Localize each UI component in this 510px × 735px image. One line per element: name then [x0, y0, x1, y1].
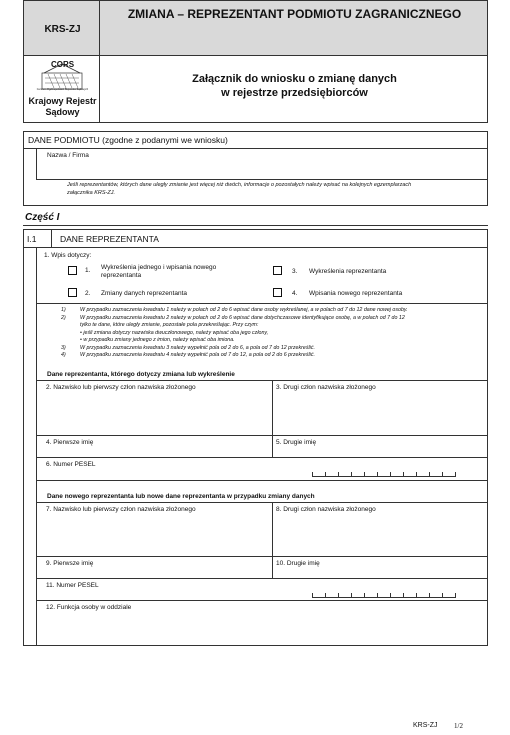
option3-num: 3. [292, 268, 298, 275]
option2-label: Zmiany danych reprezentanta [101, 290, 187, 297]
field-10-second-name[interactable] [272, 556, 487, 578]
footer-form-code: KRS-ZJ [413, 722, 438, 729]
divider [36, 480, 487, 481]
divider [36, 303, 487, 304]
footnote-text: W przypadku zaznaczenia kwadratu 1 należy w polach od 2 do 6 wpisać dane osoby wykreślanej, a w polach od 7 do 12 dane nowej osoby. [80, 307, 408, 313]
footnote-text: tylko te dane, które uległy zmianie, pozostałe pola przekreślając. Przy czym: [80, 322, 259, 328]
option3-label: Wykreślenia reprezentanta [309, 268, 387, 275]
subtitle-line2: w rejestrze przedsiębiorców [221, 87, 368, 99]
field-2-label: 2. Nazwisko lub pierwszy człon nazwiska złożonego [46, 384, 196, 391]
divider [24, 247, 487, 248]
entry-label: 1. Wpis dotyczy: [44, 252, 92, 259]
footnote-num: 3) [61, 344, 66, 351]
field-2-surname[interactable] [36, 380, 272, 435]
field-7-label: 7. Nazwisko lub pierwszy człon nazwiska złożonego [46, 506, 196, 513]
footnote-text: • w przypadku zmiany jednego z imion, należy wpisać oba imiona. [80, 337, 235, 343]
subtitle-box [99, 55, 488, 123]
field-11-label: 11. Numer PESEL [46, 582, 99, 589]
logo-text: CORS [50, 60, 75, 69]
part-underline [23, 225, 488, 226]
field-12-function[interactable] [36, 600, 487, 645]
field-6-pesel[interactable] [36, 457, 487, 480]
option2-checkbox[interactable] [68, 288, 77, 297]
name-field-box[interactable] [36, 148, 487, 179]
option1-checkbox[interactable] [68, 266, 77, 275]
entity-note-line2: załącznika KRS-ZJ. [67, 190, 115, 196]
form-code: KRS-ZJ [44, 24, 81, 35]
option1-num: 1. [85, 267, 91, 274]
field-4-first-name[interactable] [36, 435, 272, 457]
field-5-label: 5. Drugie imię [276, 439, 317, 446]
field-4-label: 4. Pierwsze imię [46, 439, 94, 446]
main-title: ZMIANA – REPREZENTANT PODMIOTU ZAGRANICZNEGO [127, 7, 462, 21]
footnote-num: 4) [61, 352, 66, 358]
option1-label-line2: reprezentanta [101, 272, 142, 279]
option3-checkbox[interactable] [273, 266, 282, 275]
divider [36, 179, 487, 180]
field-8-second-surname[interactable] [272, 502, 487, 556]
section-number: I.1 [27, 234, 37, 244]
footer-page-number: 1/2 [454, 722, 463, 730]
added-heading: Dane nowego reprezentanta lub nowe dane reprezentanta w przypadku zmiany danych [47, 493, 315, 500]
field-9-label: 9. Pierwsze imię [46, 560, 94, 567]
title-box [99, 0, 488, 56]
field-12-label: 12. Funkcja osoby w oddziale [46, 604, 132, 611]
section-title: DANE REPREZENTANTA [60, 234, 159, 244]
name-label: Nazwa / Firma [47, 152, 89, 159]
representative-section [23, 229, 488, 646]
entity-note-line1: Jeśli reprezentantów, których dane uległy zmianie jest więcej niż dwóch, informacje o pozostałych należy wpisać na kolejnych egzemplarzach [67, 182, 412, 188]
field-6-label: 6. Numer PESEL [46, 461, 96, 468]
registry-name-line2: Sądowy [45, 107, 80, 117]
field-9-first-name[interactable] [36, 556, 272, 578]
form-code-box [23, 0, 100, 56]
logo-subtext: Centrum Ogólnopolskich Rejestrów Sądowych [36, 88, 89, 91]
removed-heading: Dane reprezentanta, którego dotyczy zmiana lub wykreślenie [47, 371, 235, 378]
field-3-second-surname[interactable] [272, 380, 487, 435]
option2-num: 2. [85, 290, 91, 297]
footnote-num: 2) [61, 314, 66, 321]
option1-label: Wykreślenia jednego i wpisania nowego [101, 264, 217, 271]
footnote-text: W przypadku zaznaczenia kwadratu 3 należy wypełnić pola od 2 do 6, a pola od 7 do 12 przekreślić. [80, 344, 315, 351]
pesel-digit-boxes[interactable] [312, 592, 456, 598]
logo-box [23, 55, 100, 123]
field-7-surname[interactable] [36, 502, 272, 556]
entity-section [23, 131, 488, 206]
divider [51, 230, 52, 247]
footnote-text: W przypadku zaznaczenia kwadratu 2 należy w polach od 2 do 6 wpisać dane dotychczasowe identyfikujące osobę, a w polach od 7 do 12 [80, 314, 405, 321]
field-5-second-name[interactable] [272, 435, 487, 457]
option4-label: Wpisania nowego reprezentanta [309, 290, 403, 297]
footnote-num: 1) [61, 307, 66, 313]
option4-checkbox[interactable] [273, 288, 282, 297]
field-11-pesel[interactable] [36, 578, 487, 600]
registry-name-line1: Krajowy Rejestr [28, 96, 97, 106]
pesel-digit-boxes[interactable] [312, 471, 456, 477]
footnote-text: • jeśli zmiana dotyczy nazwiska dwuczłonowego, należy wpisać oba jego człony, [80, 329, 269, 336]
field-10-label: 10. Drugie imię [276, 560, 320, 567]
footnote-text: W przypadku zaznaczenia kwadratu 4 należy wypełnić pola od 7 do 12, a pola od 2 do 6 przekreślić. [80, 352, 315, 358]
part-title: Część I [25, 212, 60, 223]
field-3-label: 3. Drugi człon nazwiska złożonego [276, 384, 376, 391]
field-8-label: 8. Drugi człon nazwiska złożonego [276, 506, 376, 513]
option4-num: 4. [292, 290, 298, 297]
subtitle-line1: Załącznik do wniosku o zmianę danych [192, 73, 397, 85]
entity-heading: DANE PODMIOTU (zgodne z podanymi we wniosku) [28, 135, 228, 145]
